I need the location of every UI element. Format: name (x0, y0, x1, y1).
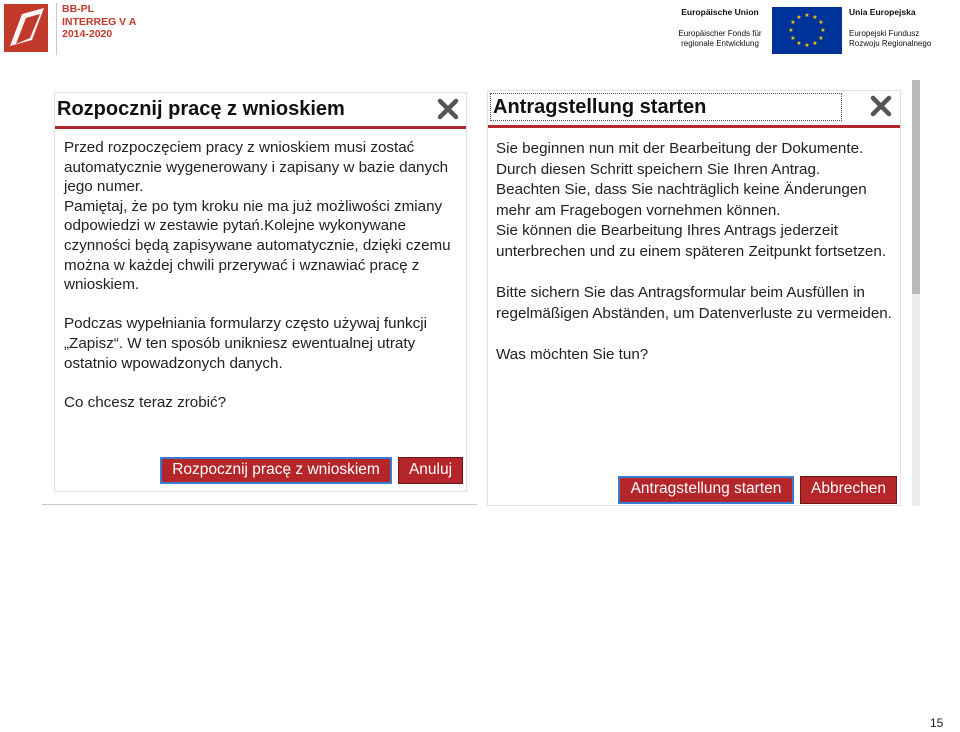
title-divider (488, 125, 900, 128)
page-number: 15 (930, 716, 944, 730)
vertical-scrollbar[interactable] (912, 80, 920, 506)
dialog-title: Antragstellung starten (490, 93, 842, 121)
svg-text:★: ★ (812, 14, 818, 21)
svg-text:★: ★ (818, 19, 824, 26)
svg-text:★: ★ (804, 42, 810, 49)
paragraph-gap (64, 295, 459, 315)
dialog-title: Rozpocznij pracę z wnioskiem (57, 98, 345, 120)
message-paragraph: Sie können die Bearbeitung Ihres Antrags jederzeit unterbrechen und zu einem späteren Zeitpunkt fortsetzen. (496, 222, 887, 260)
scrollbar-thumb[interactable] (912, 80, 920, 294)
paragraph-gap (496, 263, 896, 284)
eu-fund-line: regionale Entwicklung (681, 39, 759, 48)
message-paragraph: Bitte sichern Sie das Antragsformular beim Ausfüllen in regelmäßigen Abständen, um Datenverluste zu vermeiden. (496, 284, 892, 322)
eu-label-german (674, 7, 766, 50)
logo-line: INTERREG V A (62, 15, 137, 28)
message-paragraph: Sie beginnen nun mit der Bearbeitung der Dokumente. Durch diesen Schritt speichern Sie Ihren Antrag. (496, 140, 864, 178)
interreg-logo-icon (4, 4, 48, 52)
message-question: Was möchten Sie tun? (496, 345, 649, 363)
svg-text:★: ★ (820, 27, 826, 34)
start-application-button[interactable]: Antragstellung starten (618, 476, 794, 504)
dialog-message (64, 138, 459, 412)
eu-fund-line: Rozwoju Regionalnego (849, 39, 932, 48)
message-question: Co chcesz teraz zrobić? (64, 393, 227, 411)
logo-divider (56, 3, 57, 55)
cancel-button[interactable]: Anuluj (398, 457, 463, 484)
eu-label-polish (849, 7, 949, 50)
dialog-shadow-line (42, 504, 477, 505)
message-paragraph: Pamiętaj, że po tym kroku nie ma już możliwości zmiany odpowiedzi w zestawie pytań.Kolejne wykonywane czynności będą zapisywane automatycznie, dzięki czemu można w każdej chwili przerywać i wznawiać pracę z wnioskiem. (64, 197, 451, 294)
svg-text:★: ★ (812, 40, 818, 47)
message-paragraph: Beachten Sie, dass Sie nachträglich keine Änderungen mehr am Fragebogen vornehmen können. (496, 181, 867, 219)
paragraph-gap (496, 324, 896, 345)
svg-text:★: ★ (790, 19, 796, 26)
message-paragraph: Podczas wypełniania formularzy często używaj funkcji „Zapisz“. W ten sposób unikniesz ewentualnej utraty ostatnio wpowadzonych danych. (64, 315, 427, 372)
dialog-start-application-pl (54, 92, 467, 492)
close-icon[interactable] (870, 95, 892, 117)
close-icon[interactable] (437, 98, 459, 120)
eu-fund-line: Europäischer Fonds für (678, 28, 762, 38)
svg-text:★: ★ (818, 35, 824, 42)
dialog-message (496, 139, 896, 366)
svg-text:★: ★ (804, 12, 810, 19)
interreg-logo-text (62, 3, 136, 41)
eu-fund-line: Europejski Fundusz (849, 28, 920, 38)
svg-text:★: ★ (796, 40, 802, 47)
message-paragraph: Przed rozpoczęciem pracy z wnioskiem musi zostać automatycznie wygenerowany i zapisany w bazie danych jego numer. (64, 139, 449, 196)
logo-line: 2014-2020 (62, 28, 113, 40)
svg-text:★: ★ (790, 35, 796, 42)
paragraph-gap (64, 373, 459, 393)
svg-text:★: ★ (796, 14, 802, 21)
logo-line: BB-PL (62, 3, 95, 15)
dialog-start-application-de (487, 90, 901, 506)
cancel-button[interactable]: Abbrechen (800, 476, 897, 504)
title-divider (55, 126, 466, 129)
svg-text:★: ★ (788, 27, 794, 34)
eu-title-polish: Unia Europejska (849, 7, 916, 17)
eu-flag-icon (772, 7, 842, 54)
eu-title-german: Europäische Union (681, 7, 759, 17)
start-application-button[interactable]: Rozpocznij pracę z wnioskiem (160, 457, 392, 484)
